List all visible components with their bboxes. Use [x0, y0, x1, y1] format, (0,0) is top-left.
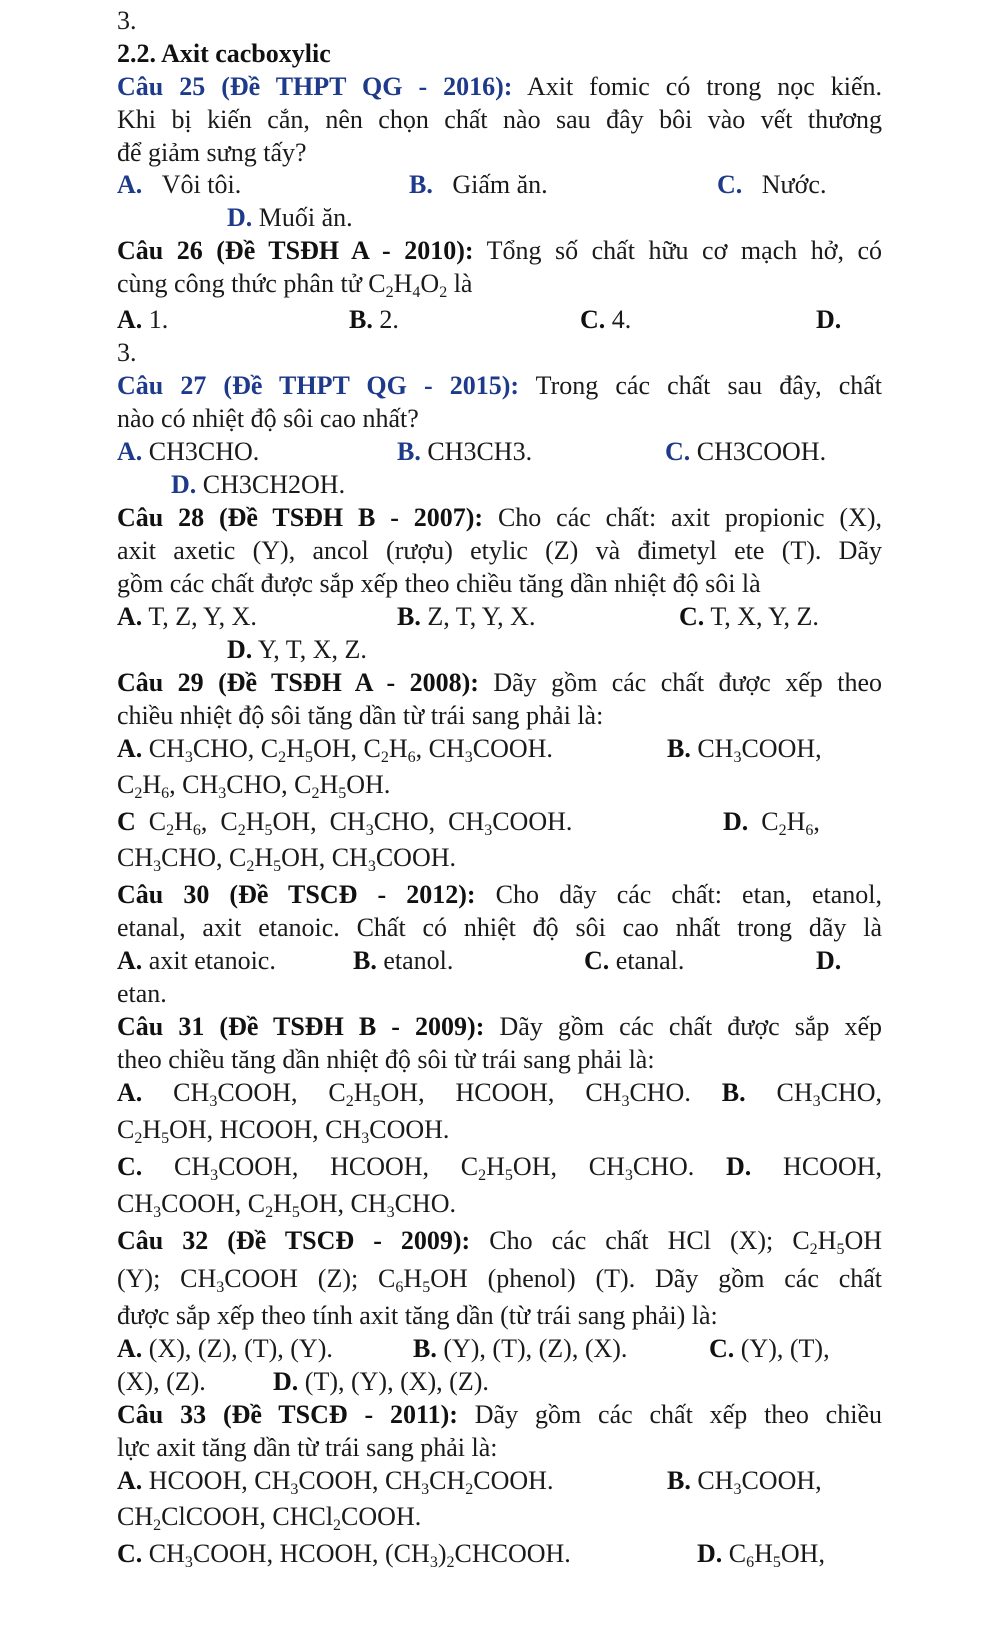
option-b: B. Giấm ăn. [409, 170, 548, 199]
question-32-line-2: (Y); $CH_3COOH$ (Z); $C_6H_5OH$ (phenol) (T). Dãy gồm các chất [117, 1264, 883, 1296]
question-26-line-1: Câu 26 (Đề TSĐH A - 2010): Tổng số chất hữu cơ mạch hở, có [117, 236, 882, 265]
question-32-line-1: Câu 32 (Đề TSCĐ - 2009): Cho các chất HCl (X); $C_2H_5OH$ [117, 1226, 882, 1258]
question-30-line-2: etanal, axit etanoic. Chất có nhiệt độ sôi cao nhất trong dãy là [117, 913, 882, 942]
question-30-line-1: Câu 30 (Đề TSCĐ - 2012): Cho dãy các chất: etan, etanol, [117, 880, 882, 909]
question-27-line-2: nào có nhiệt độ sôi cao nhất? [117, 404, 419, 433]
question-31-options-1: A. $CH_3COOH$, $C_2H_5OH$, HCOOH, $CH_3CHO$. B. $CH_3CHO$, [117, 1078, 883, 1110]
question-33-line-2: lực axit tăng dần từ trái sang phải là: [117, 1433, 498, 1462]
question-33-line-1: Câu 33 (Đề TSCĐ - 2011): Dãy gồm các chất xếp theo chiều [117, 1400, 882, 1429]
question-29-line-1: Câu 29 (Đề TSĐH A - 2008): Dãy gồm các chất được xếp theo [117, 668, 882, 697]
question-31-options-4: $CH_3COOH$, $C_2H_5OH$, $CH_3CHO$. [117, 1189, 456, 1221]
question-25-line-1: Câu 25 (Đề THPT QG - 2016): Axit fomic có trong nọc kiến. [117, 72, 882, 101]
question-29-line-2: chiều nhiệt độ sôi tăng dần từ trái sang phải là: [117, 701, 604, 730]
question-28-line-2: axit axetic (Y), ancol (rượu) etylic (Z) và đimetyl ete (T). Dãy [117, 536, 882, 565]
question-26-option-d-value: 3. [117, 338, 137, 367]
question-29-options-4: $CH_3CHO$, $C_2H_5OH$, $CH_3COOH$. [117, 843, 456, 875]
question-32-line-3: được sắp xếp theo tính axit tăng dần (từ trái sang phải) là: [117, 1301, 718, 1330]
question-31-line-2: theo chiều tăng dần nhiệt độ sôi từ trái sang phải là: [117, 1045, 655, 1074]
question-31-line-1: Câu 31 (Đề TSĐH B - 2009): Dãy gồm các chất được sắp xếp [117, 1012, 883, 1041]
option-c: C. Nước. [717, 170, 827, 199]
question-29-options-2: $C_2H_6$, $CH_3CHO$, $C_2H_5OH$. [117, 770, 391, 802]
question-27-line-1: Câu 27 (Đề THPT QG - 2015): Trong các chất sau đây, chất [117, 371, 882, 400]
section-title: 2.2. Axit cacboxylic [117, 39, 331, 68]
question-31-options-2: $C_2H_5OH$, HCOOH, $CH_3COOH$. [117, 1115, 450, 1147]
question-26-line-2: cùng công thức phân tử $C_2H_4O_2$ là [117, 269, 473, 301]
question-28-line-3: gồm các chất được sắp xếp theo chiều tăng dần nhiệt độ sôi là [117, 569, 761, 598]
question-25-line-2: Khi bị kiến cắn, nên chọn chất nào sau đây bôi vào vết thương [117, 105, 882, 134]
question-30-option-d-value: etan. [117, 979, 167, 1008]
question-25-line-3: để giảm sưng tấy? [117, 138, 307, 167]
question-33-options-2: $CH_2ClCOOH$, CHCl$_2$COOH. [117, 1502, 422, 1534]
question-31-options-3: C. $CH_3COOH$, HCOOH, $C_2H_5OH$, $CH_3CHO$. D. HCOOH, [117, 1152, 882, 1184]
option-a: A. Vôi tôi. [117, 170, 242, 199]
document-page: 3. 2.2. Axit cacboxylic Câu 25 (Đề THPT QG - 2016): Axit fomic có trong nọc kiến. Khi bị kiến cắn, nên chọn chất nào sau đây bôi vào vết thương để giảm sưng tấy? A. Vôi tôi. B. Giấm ăn. C. Nước. D. Muối ăn. Câu 26 (Đề TSĐH A - 2010): Tổng số chất hữu cơ mạch hở, có cùng công thức phân tử $C_2H_4O_2$ là A. 1. B. 2. C. 4. D. 3. Câu 27 (Đề THPT QG - 2015): Trong các chất sau đây, chất nào có nhiệt độ sôi cao nhất? A. CH3CHO. B. CH3CH3. C. CH3COOH. D. CH3CH2OH. Câu 28 (Đề TSĐH B - 2007): Cho các chất: axit propionic (X), axit axetic (Y), ancol (rượu) etylic (Z) và đimetyl ete (T). Dãy gồm các chất được sắp xếp theo chiều tăng dần nhiệt độ sôi là A. T, Z, Y, X. B. Z, T, Y, X. C. T, X, Y, Z. D. Y, T, X, Z. Câu 29 (Đề TSĐH A - 2008): Dãy gồm các chất được xếp theo chiều nhiệt độ sôi tăng dần từ trái sang phải là: A. $CH_3CHO$, $C_2H_5OH$, $C_2H_6$, $CH_3COOH$. B. $CH_3COOH$, $C_2H_6$, $CH_3CHO$, $C_2H_5OH$. C $C_2H_6$, $C_2H_5OH$, $CH_3CHO$, $CH_3COOH$. D. $C_2H_6$, $CH_3CHO$, $C_2H_5OH$, $CH_3COOH$. Câu 30 (Đề TSCĐ - 2012): Cho dãy các chất: etan, etanol, etanal, axit etanoic. Chất có nhiệt độ sôi cao nhất trong dãy là A. axit etanoic. B. etanol. C. etanal. D. etan. Câu 31 (Đề TSĐH B - 2009): Dãy gồm các chất được sắp xếp theo chiều tăng dần nhiệt độ sôi từ trái sang phải là: A. $CH_3COOH$, $C_2H_5OH$, HCOOH, $CH_3CHO$. B. $CH_3CHO$, $C_2H_5OH$, HCOOH, $CH_3COOH$. C. $CH_3COOH$, HCOOH, $C_2H_5OH$, $CH_3CHO$. D. HCOOH, $CH_3COOH$, $C_2H_5OH$, $CH_3CHO$. Câu 32 (Đề TSCĐ - 2009): Cho các chất HCl (X); $C_2H_5OH$ (Y); $CH_3COOH$ (Z); $C_6H_5OH$ (phenol) (T). Dãy gồm các chất được sắp xếp theo tính axit tăng dần (từ trái sang phải) là: A. (X), (Z), (T), (Y). B. (Y), (T), (Z), (X). C. (Y), (T), (X), (Z). D. (T), (Y), (X), (Z). Câu 33 (Đề TSCĐ - 2011): Dãy gồm các chất xếp theo chiều lực axit tăng dần từ trái sang phải là: A. HCOOH, $CH_3COOH$, $CH_3CH_2COOH$. B. $CH_3COOH$, $CH_2ClCOOH$, CHCl$_2$COOH. C. $CH_3COOH$, HCOOH, $(CH_3)_2CHCOOH$. D. $C_6H_5OH$, [117, 6, 883, 1571]
page-number-fragment: 3. [117, 6, 137, 35]
question-28-line-1: Câu 28 (Đề TSĐH B - 2007): Cho các chất: axit propionic (X), [117, 503, 883, 532]
